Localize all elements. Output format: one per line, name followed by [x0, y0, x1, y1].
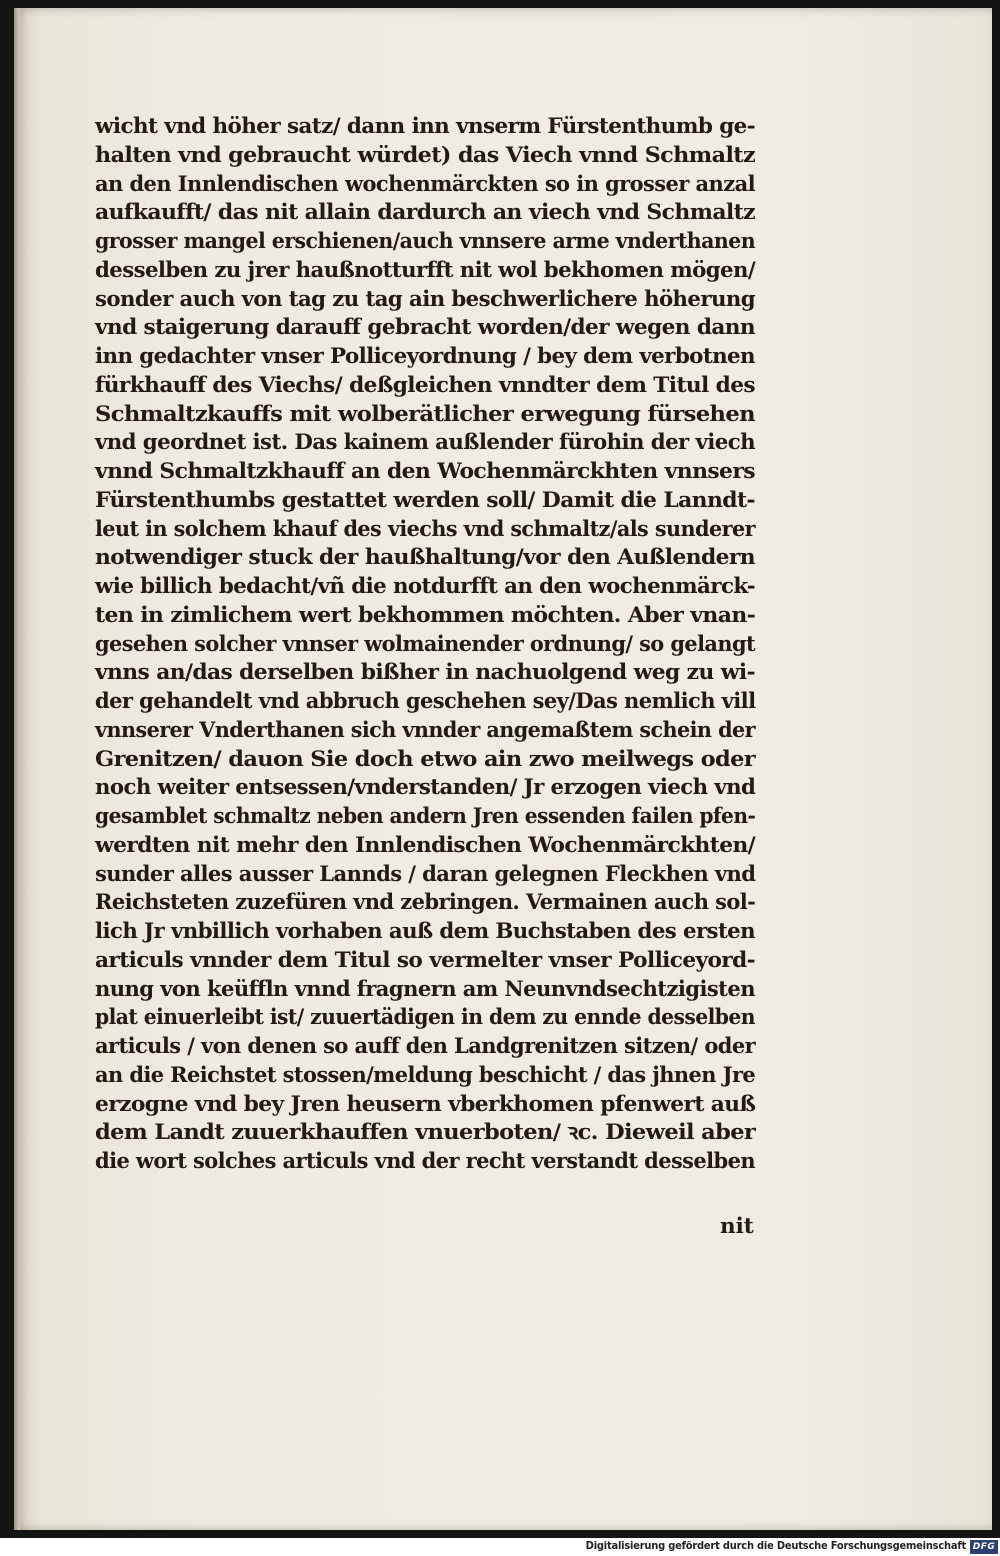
funding-credit: Digitalisierung gefördert durch die Deutsche Forschungsgemeinschaft: [585, 1539, 966, 1552]
text-line: desselben zu jrer haußnotturfft nit wol bekhomen mögen/: [95, 257, 755, 283]
text-line: notwendiger stuck der haußhaltung/vor den Außlendern: [95, 545, 755, 571]
text-line: ten in zimlichem wert bekhommen möchten. Aber vnan-: [95, 602, 756, 628]
text-line: Schmaltzkauffs mit wolberätlicher erwegung fürsehen: [95, 401, 755, 427]
page-edge-shadow: [14, 8, 20, 1530]
text-line: gesamblet schmaltz neben andern Jren essenden failen pfen-: [95, 804, 756, 829]
text-line: articuls / von denen so auff den Landgrenitzen sitzen/ oder: [95, 1034, 756, 1059]
text-line: leut in solchem khauf des viechs vnd schmaltz/als sunderer: [95, 516, 755, 542]
text-line: nung von keüffln vnnd fragnern am Neunvndsechtzigisten: [95, 976, 755, 1002]
text-line: grosser mangel erschienen/auch vnnsere arme vnderthanen: [95, 229, 756, 254]
text-line: erzogne vnd bey Jren heusern vberkhomen pfenwert auß: [95, 1091, 756, 1117]
text-line: plat einuerleibt ist/ zuuertädigen in dem zu ennde desselben: [95, 1005, 756, 1031]
text-line: an den Innlendischen wochenmärckten so in grosser anzal: [95, 171, 755, 197]
dfg-logo-icon: DFG: [970, 1540, 998, 1554]
text-line: lich Jr vnbillich vorhaben auß dem Buchstaben des ersten: [95, 919, 755, 944]
text-line: sonder auch von tag zu tag ain beschwerlichere höherung: [95, 286, 755, 312]
text-line: halten vnd gebraucht würdet) das Viech vnnd Schmaltz: [95, 142, 755, 168]
text-line: aufkaufft/ das nit allain dardurch an viech vnd Schmaltz: [95, 200, 756, 226]
footer-bar: [0, 1538, 1000, 1556]
text-line: wicht vnd höher satz/ dann inn vnserm Fürstenthumb ge-: [95, 114, 756, 139]
text-line: inn gedachter vnser Polliceyordnung / bey dem verbotnen: [95, 344, 756, 369]
text-line: Grenitzen/ dauon Sie doch etwo ain zwo meilwegs oder: [95, 746, 756, 772]
text-line: an die Reichstet stossen/meldung beschicht / das jhnen Jre: [95, 1062, 756, 1088]
text-line: vnd geordnet ist. Das kainem außlender fürohin der viech: [95, 430, 756, 456]
text-line: vnnd Schmaltzkhauff an den Wochenmärckhten vnnsers: [95, 459, 755, 484]
text-line: gesehen solcher vnnser wolmainender ordnung/ so gelangt: [95, 631, 756, 657]
text-line: vnnserer Vnderthanen sich vnnder angemaßtem schein der: [95, 717, 755, 743]
text-line: der gehandelt vnd abbruch geschehen sey/Das nemlich vill: [95, 689, 756, 714]
text-line: Reichsteten zuzefüren vnd zebringen. Vermainen auch sol-: [95, 890, 756, 916]
text-line: wie billich bedacht/vñ die notdurfft an den wochenmärck-: [95, 574, 756, 599]
text-line: sunder alles ausser Lannds / daran gelegnen Fleckhen vnd: [95, 861, 756, 887]
text-line: articuls vnnder dem Titul so vermelter vnser Polliceyord-: [95, 947, 756, 973]
text-line: vnd staigerung darauff gebracht worden/der wegen dann: [95, 315, 756, 341]
text-line: noch weiter entsessen/vnderstanden/ Jr erzogen viech vnd: [95, 775, 756, 801]
text-line: fürkhauff des Viechs/ deßgleichen vnndter dem Titul des: [95, 372, 756, 398]
text-line: werdten nit mehr den Innlendischen Wochenmärckhten/: [95, 832, 756, 858]
text-line: Fürstenthumbs gestattet werden soll/ Damit die Lanndt-: [95, 487, 755, 513]
body-text-block: [95, 113, 755, 1177]
text-line: vnns an/das derselben bißher in nachuolgend weg zu wi-: [95, 660, 755, 686]
catchword: nit: [720, 1214, 754, 1239]
text-line: dem Landt zuuerkhauffen vnuerboten/ ꝛc. Dieweil aber: [95, 1120, 756, 1146]
text-line: die wort solches articuls vnd der recht verstandt desselben: [95, 1149, 756, 1174]
